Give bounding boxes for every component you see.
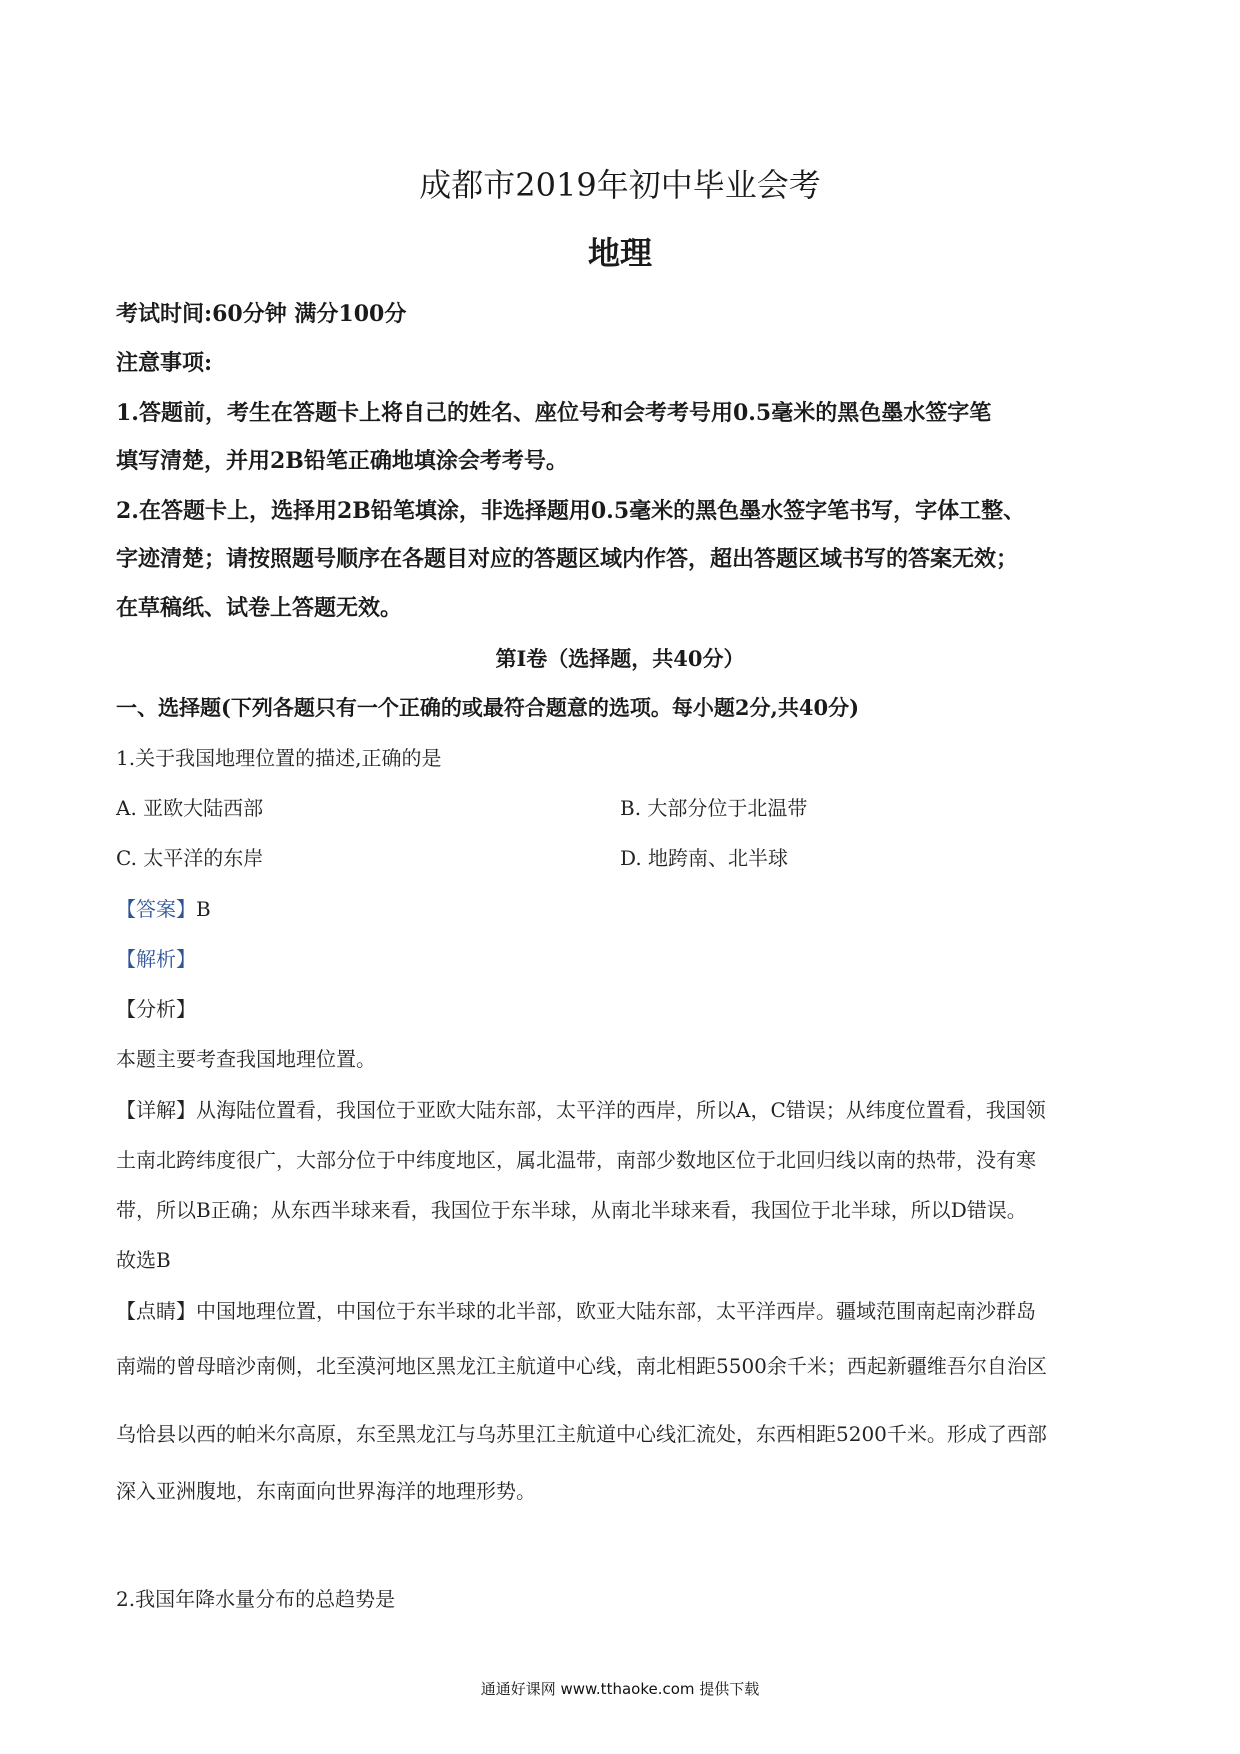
question-1-stem: 1.关于我国地理位置的描述,正确的是 (116, 746, 442, 770)
notice-2-line3: 在草稿纸、试卷上答题无效。 (116, 595, 403, 621)
detail-line-1: 【详解】从海陆位置看，我国位于亚欧大陆东部，太平洋的西岸，所以A，C错误；从纬度位置看，我国领 (116, 1098, 1046, 1122)
notice-1-line2: 填写清楚，并用2B铅笔正确地填涂会考考号。 (116, 448, 568, 474)
answer-label: 【答案】 (116, 897, 196, 921)
question-1-option-c: C. 太平洋的东岸 (116, 846, 264, 870)
notice-2-line1: 2.在答题卡上，选择用2B铅笔填涂，非选择题用0.5毫米的黑色墨水签字笔书写，字体工整、 (116, 498, 1026, 524)
analysis-label: 【解析】 (116, 947, 196, 971)
subject-title: 地理 (587, 234, 652, 272)
detail-line-2: 土南北跨纬度很广，大部分位于中纬度地区，属北温带，南部少数地区位于北回归线以南的热带，没有寒 (116, 1148, 1036, 1172)
exam-time-score: 考试时间:60分钟 满分100分 (116, 301, 407, 327)
answer-value: B (196, 897, 211, 921)
question-1-option-a: A. 亚欧大陆西部 (116, 796, 264, 820)
tip-line-2: 南端的曾母暗沙南侧，北至漠河地区黑龙江主航道中心线，南北相距5500余千米；西起新疆维吾尔自治区 (116, 1354, 1047, 1378)
question-2-stem: 2.我国年降水量分布的总趋势是 (116, 1587, 396, 1611)
question-1-option-d: D. 地跨南、北半球 (620, 846, 789, 870)
part-title: 一、选择题(下列各题只有一个正确的或最符合题意的选项。每小题2分,共40分) (116, 695, 860, 720)
tip-line-3: 乌恰县以西的帕米尔高原，东至黑龙江与乌苏里江主航道中心线汇流处，东西相距5200千米。形成了西部 (116, 1422, 1047, 1446)
notice-2-line2: 字迹清楚；请按照题号顺序在各题目对应的答题区域内作答，超出答题区域书写的答案无效； (116, 546, 1019, 572)
exam-title: 成都市2019年初中毕业会考 (419, 166, 821, 204)
tip-line-1: 【点睛】中国地理位置，中国位于东半球的北半部，欧亚大陆东部，太平洋西岸。疆域范围南起南沙群岛 (116, 1299, 1036, 1323)
question-1-option-b: B. 大部分位于北温带 (620, 796, 808, 820)
page-footer: 通通好课网 www.tthaoke.com 提供下载 (480, 1680, 760, 1698)
fenxi-text: 本题主要考查我国地理位置。 (116, 1047, 376, 1071)
answer-row (116, 893, 211, 922)
detail-line-3: 带，所以B正确；从东西半球来看，我国位于东半球，从南北半球来看，我国位于北半球，所以D错误。 (116, 1198, 1027, 1222)
volume-title: 第Ⅰ卷（选择题，共40分） (495, 646, 745, 671)
tip-line-4: 深入亚洲腹地，东南面向世界海洋的地理形势。 (116, 1479, 536, 1503)
detail-line-4: 故选B (116, 1248, 171, 1272)
fenxi-label: 【分析】 (116, 997, 196, 1021)
notice-title: 注意事项: (116, 350, 213, 376)
notice-1-line1: 1.答题前，考生在答题卡上将自己的姓名、座位号和会考考号用0.5毫米的黑色墨水签字笔 (116, 400, 992, 426)
